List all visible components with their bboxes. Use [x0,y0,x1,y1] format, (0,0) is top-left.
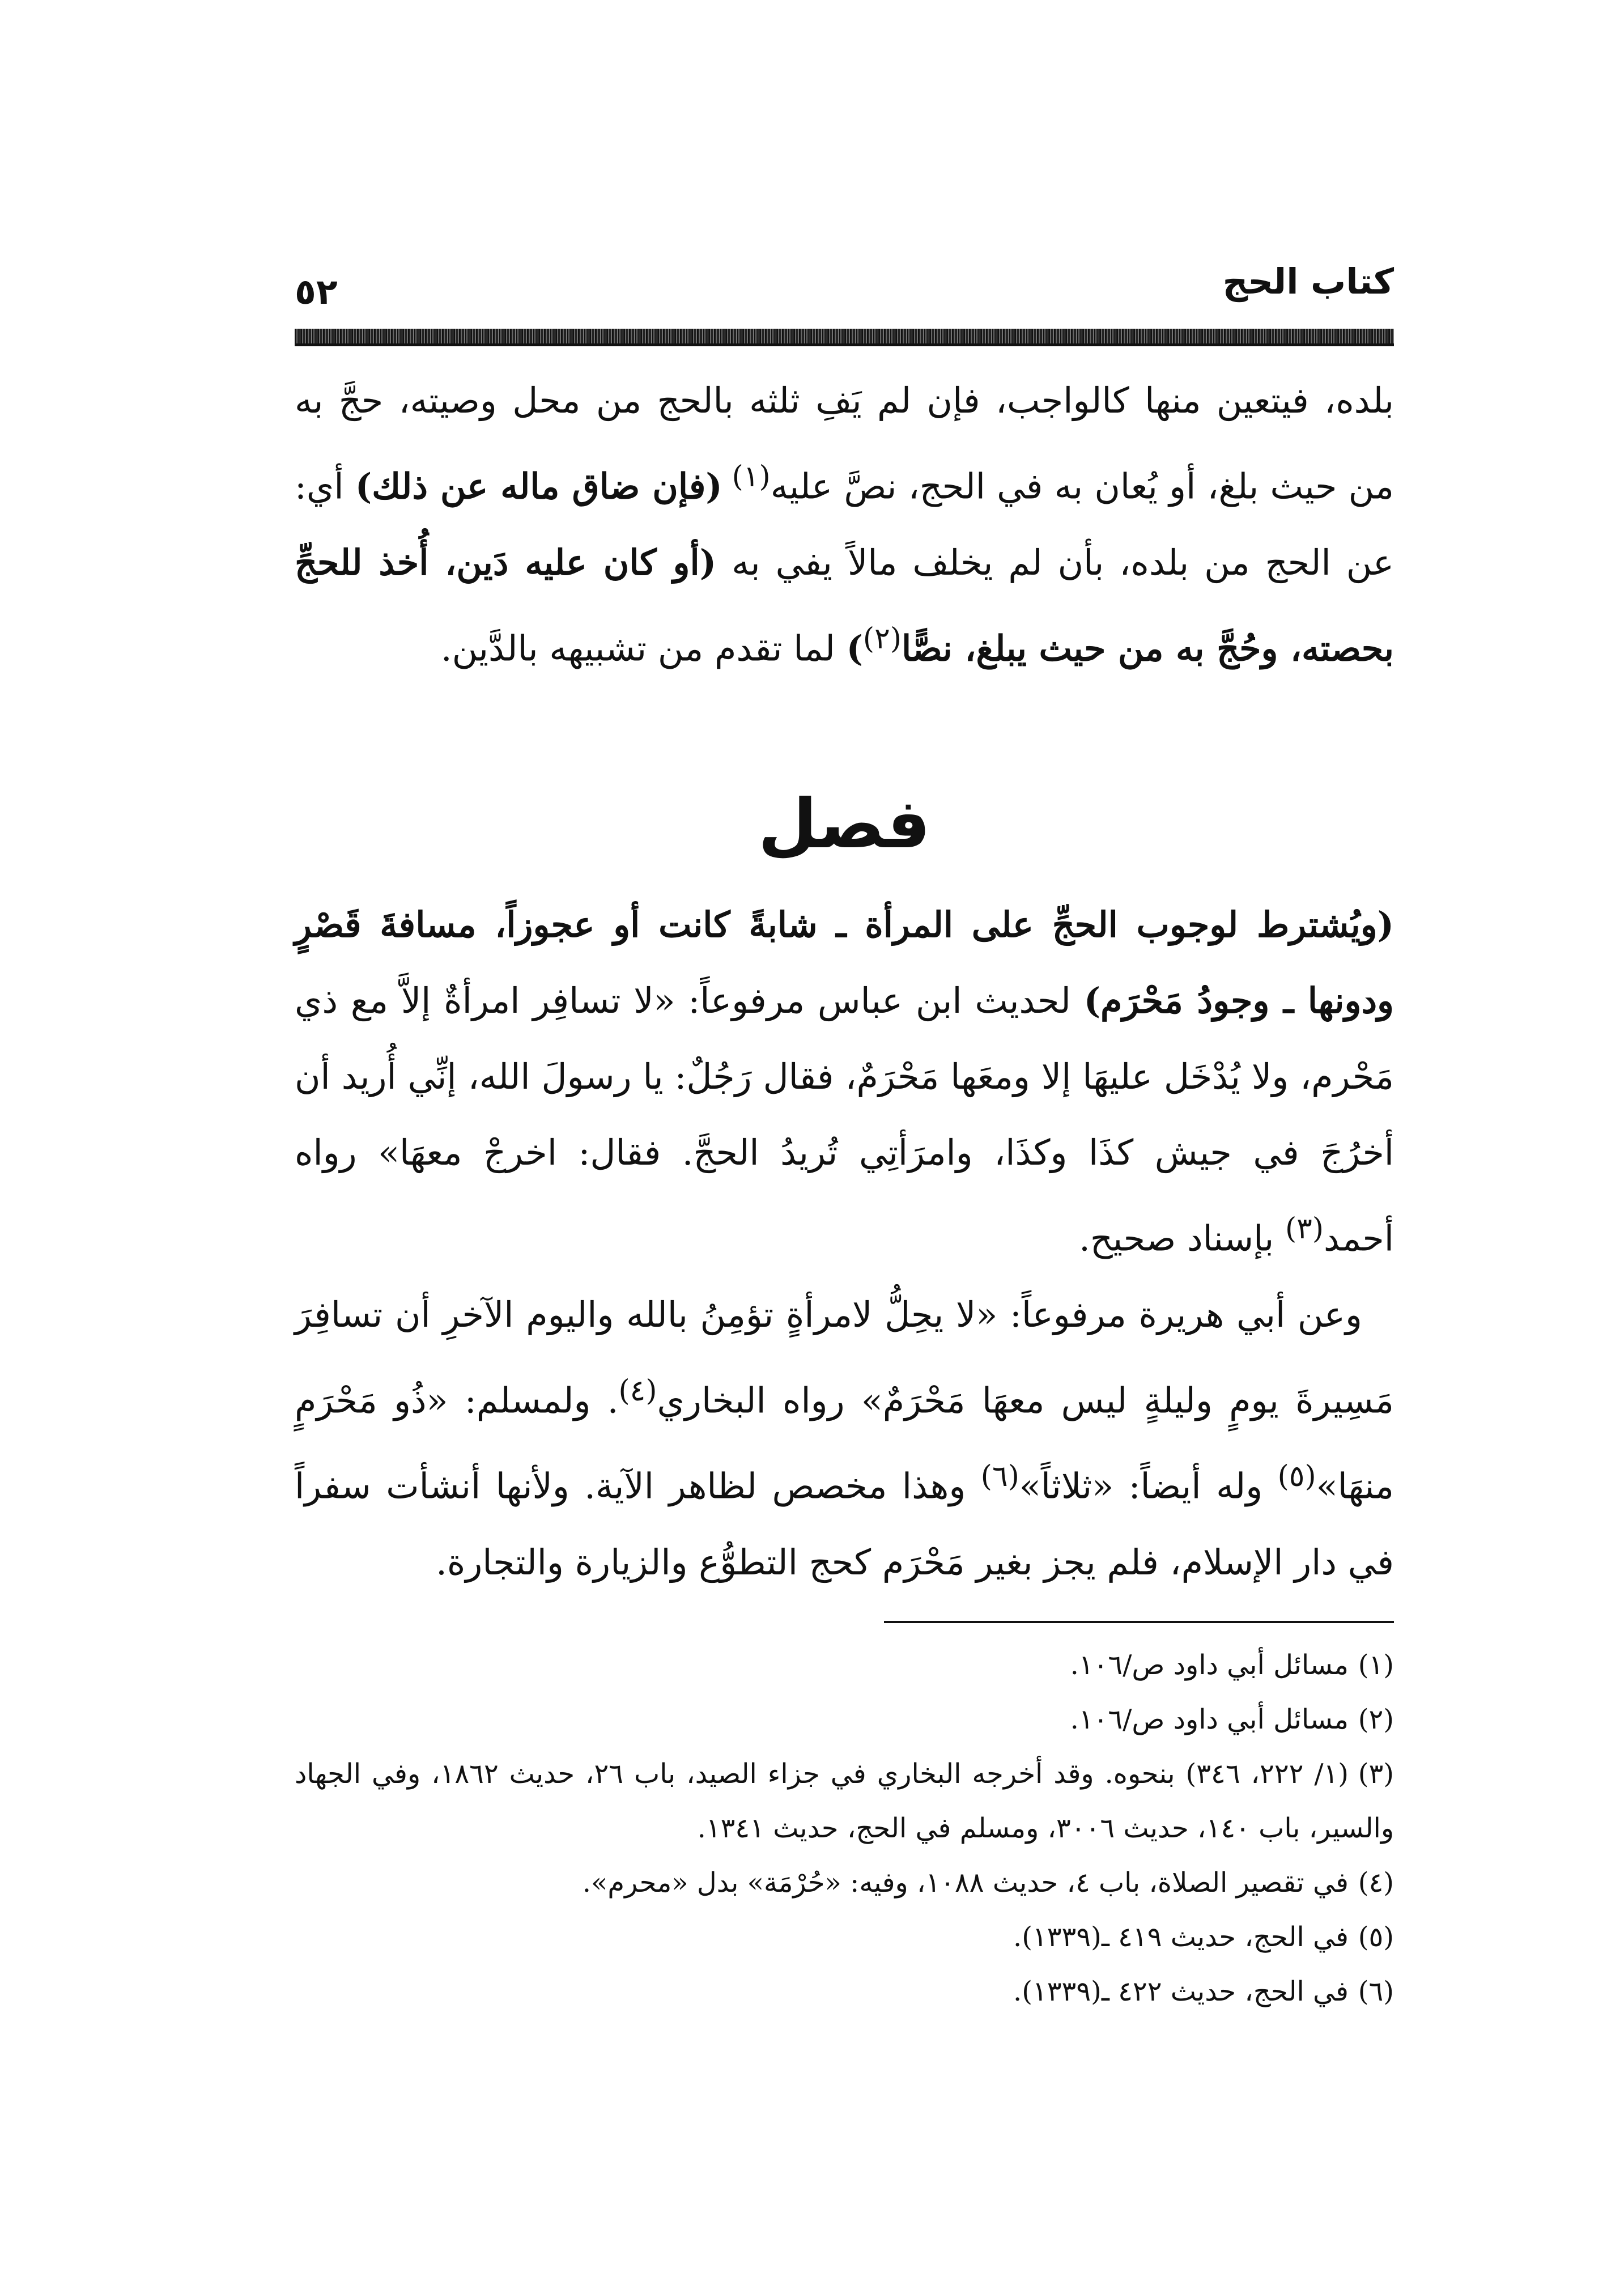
footnotes [295,1638,1394,2019]
footnote-ref-6: (٦) [980,1459,1019,1494]
text-run: وله أيضاً: «ثلاثاً» [1019,1465,1278,1507]
footnote-text: في الحج، حديث ٤١٩ ـ(١٣٣٩). [1013,1921,1349,1953]
text-run-bold: (فإن ضاق ماله عن ذلك) [355,465,722,507]
footnote-number: (٢) [1358,1704,1394,1735]
text-run-bold: (أو كان عليه دَين، أُخذ للحجِّ بحصته، وحُجَّ به من حيث يبلغ، نصًّا [295,541,1394,669]
text-run: بإسناد صحيح. [1079,1217,1285,1259]
footnote [295,1910,1394,1964]
footnote [295,1692,1394,1747]
body-paragraph [295,363,1394,686]
text-run: بلده، فيتعين منها كالواجب، فإن لم يَفِ ثلثه بالحج من محل وصيته، حجَّ به من حيث بلغ، أو يُعان به في الحج، نصَّ عليه [295,380,1395,507]
footnote-ref-2: (٢) [862,621,902,656]
section-paragraph [295,887,1394,1277]
footnote-ref-5: (٥) [1277,1459,1316,1494]
header-rule-line [295,343,1394,346]
text-run: وهذا مخصص لظاهر الآية. ولأنها أنشأت سفراً في دار الإسلام، فلم يجز بغير مَحْرَم كحج التطوُّع والزيارة والتجارة. [295,1465,1394,1583]
text-run-bold: (ويُشترط لوجوب الحجِّ على المرأة ـ شابةً كانت أو عجوزاً، مسافةَ قَصْرٍ ودونها ـ وجودُ مَحْرَم) [295,904,1395,1021]
footnote-number: (١) [1358,1649,1394,1681]
text-run: لحديث ابن عباس مرفوعاً: «لا تسافِر امرأةٌ إلاَّ مع ذي مَحْرم، ولا يُدْخَل عليهَا إلا ومعَها مَحْرَمٌ، فقال رَجُلٌ: يا رسولَ الله، إنِّي أُريد أن أخرُجَ في جيش كذَا وكذَا، وامرَأتِي تُريدُ الحجَّ. فقال: اخرجْ معهَا» رواه أحمد [295,980,1394,1259]
footnote-text: مسائل أبي داود ص/١٠٦. [1070,1649,1349,1681]
footnote-ref-3: (٣) [1285,1212,1324,1246]
book-title: كتاب الحج [1222,261,1394,302]
footnote [295,1964,1394,2019]
footnote-text: في الحج، حديث ٤٢٢ ـ(١٣٣٩). [1013,1976,1349,2007]
footnote-number: (٣) [1358,1758,1395,1790]
footnote-text: (١/ ٢٢٢، ٣٤٦) بنحوه. وقد أخرجه البخاري في جزاء الصيد، باب ٢٦، حديث ١٨٦٢، وفي الجهاد والسير، باب ١٤٠، حديث ٣٠٠٦، ومسلم في الحج، حديث ١٣٤١. [295,1758,1394,1844]
footnote [295,1638,1394,1692]
section-paragraph [295,1277,1394,1600]
text-run: . ولمسلم: «ذُو مَحْرَمٍ منهَا» [295,1379,1395,1507]
page-number: ٥٢ [295,271,338,312]
text-run-bold: ) [846,627,863,669]
body-text [295,363,1394,686]
footnote-number: (٥) [1358,1921,1394,1953]
footnote-number: (٤) [1358,1867,1394,1899]
section-heading: فصل [758,785,930,864]
text-run: وعن أبي هريرة مرفوعاً: «لا يحِلُّ لامرأةٍ تؤمِنُ بالله واليوم الآخرِ أن تسافِرَ مَسِيرةَ يومٍ وليلةٍ ليس معهَا مَحْرَمٌ» رواه البخاري [295,1293,1394,1421]
footnote-ref-4: (٤) [618,1373,657,1408]
header-rule [295,329,1394,343]
footnote-text: في تقصير الصلاة، باب ٤، حديث ١٠٨٨، وفيه: «حُرْمَة» بدل «محرم». [582,1867,1349,1899]
text-run: لما تقدم من تشبيهه بالدَّين. [440,627,847,669]
footnote-rule [884,1621,1394,1623]
text-run: أي: عن الحج من بلده، بأن لم يخلف مالاً يفي به [295,465,1394,583]
section-text [295,887,1394,1600]
footnote [295,1747,1394,1855]
footnote-ref-1: (١) [722,460,771,494]
running-head [295,261,1394,323]
footnote-number: (٦) [1358,1976,1394,2007]
footnote [295,1855,1394,1910]
footnote-text: مسائل أبي داود ص/١٠٦. [1070,1704,1349,1735]
